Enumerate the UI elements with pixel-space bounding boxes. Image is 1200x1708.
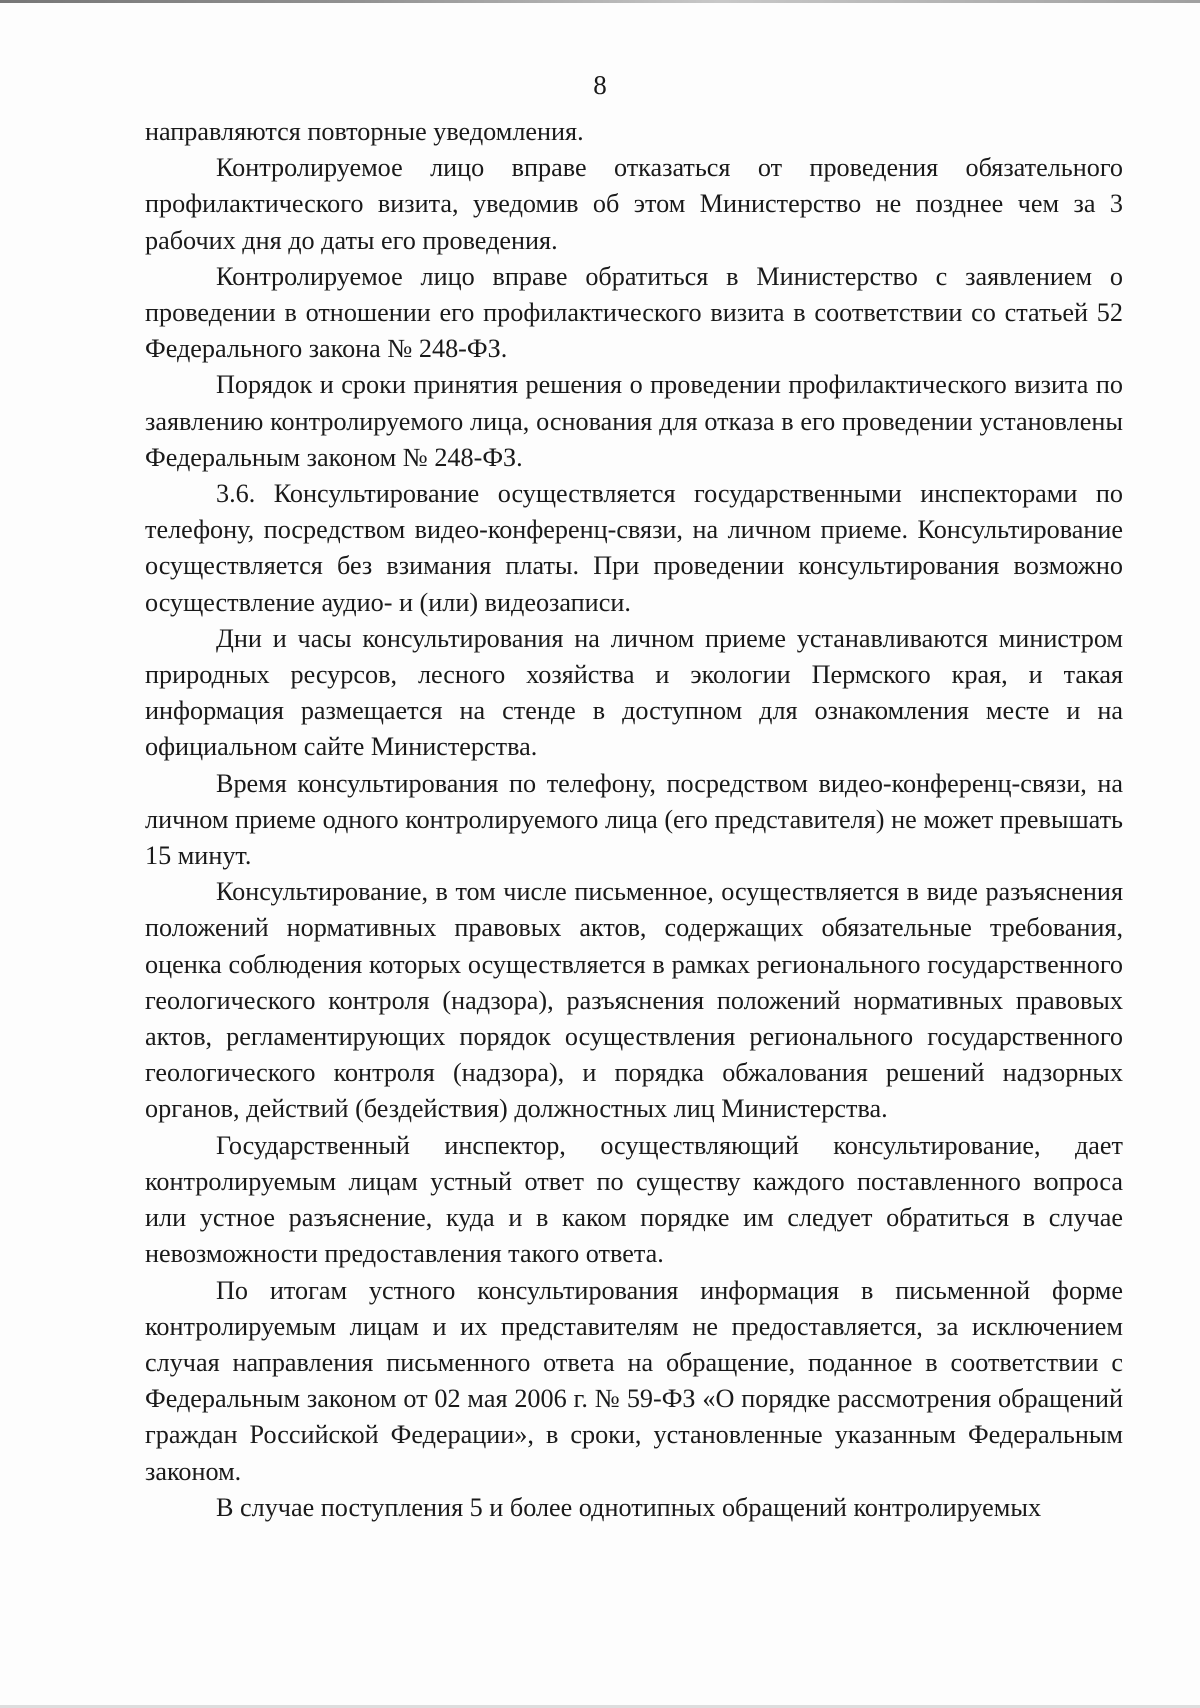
- paragraph-continuation: направляются повторные уведомления.: [145, 117, 584, 146]
- paragraph-refusal-of-visit: Контролируемое лицо вправе отказаться от проведения обязательного профилактического визита, уведомив об этом Министерство не позднее чем за 3 рабочих дня до даты его проведения.: [145, 153, 1123, 255]
- page-number: 8: [593, 70, 607, 100]
- paragraph-decision-procedure: Порядок и сроки принятия решения о проведении профилактического визита по заявлению контролируемого лица, основания для отказа в его проведении установлены Федеральным законом № 248-ФЗ.: [145, 370, 1123, 472]
- paragraph-written-form: По итогам устного консультирования информация в письменной форме контролируемым лицам и их представителям не предоставляется, за исключением случая направления письменного ответа на обращение, поданное в соответствии с Федеральным законом от 02 мая 2006 г. № 59-ФЗ «О порядке рассмотрения обращений граждан Российской Федерации», в сроки, установленные указанным Федеральным законом.: [145, 1275, 1123, 1486]
- paragraph-consultation-schedule: Дни и часы консультирования на личном приеме устанавливаются министром природных ресурсов, лесного хозяйства и экологии Пермского края, и такая информация размещается на стенде в доступном для ознакомления месте и на официальном сайте Министерства.: [145, 623, 1123, 762]
- paragraph-multiple-requests: В случае поступления 5 и более однотипных обращений контролируемых: [216, 1492, 1042, 1522]
- paragraph-request-for-visit: Контролируемое лицо вправе обратиться в Министерство с заявлением о проведении в отношении его профилактического визита в соответствии со статьей 52 Федерального закона № 248-ФЗ.: [145, 261, 1123, 364]
- paragraph-inspector-answer: Государственный инспектор, осуществляющий консультирование, дает контролируемым лицам устный ответ по существу каждого поставленного вопроса или устное разъяснение, куда и в каком порядке им следует обратиться в случае невозможности предоставления такого ответа.: [145, 1130, 1123, 1269]
- paragraph-consultation-duration: Время консультирования по телефону, посредством видео-конференц-связи, на личном приеме одного контролируемого лица (его представителя) не может превышать 15 минут.: [145, 768, 1123, 871]
- document-body: [145, 114, 1123, 1526]
- paragraph-section-3-6: 3.6. Консультирование осуществляется государственными инспекторами по телефону, посредством видео-конференц-связи, на личном приеме. Консультирование осуществляется без взимания платы. При проведении консультирования возможно осуществление аудио- и (или) видеозаписи.: [145, 479, 1123, 617]
- scan-top-edge: [0, 0, 1200, 3]
- paragraph-consultation-scope: Консультирование, в том числе письменное, осуществляется в виде разъяснения положений нормативных правовых актов, содержащих обязательные требования, оценка соблюдения которых осуществляется в рамках регионального государственного геологического контроля (надзора), разъяснения положений нормативных правовых актов, регламентирующих порядок осуществления регионального государственного геологического контроля (надзора), и порядка обжалования решений надзорных органов, действий (бездействия) должностных лиц Министерства.: [145, 877, 1123, 1124]
